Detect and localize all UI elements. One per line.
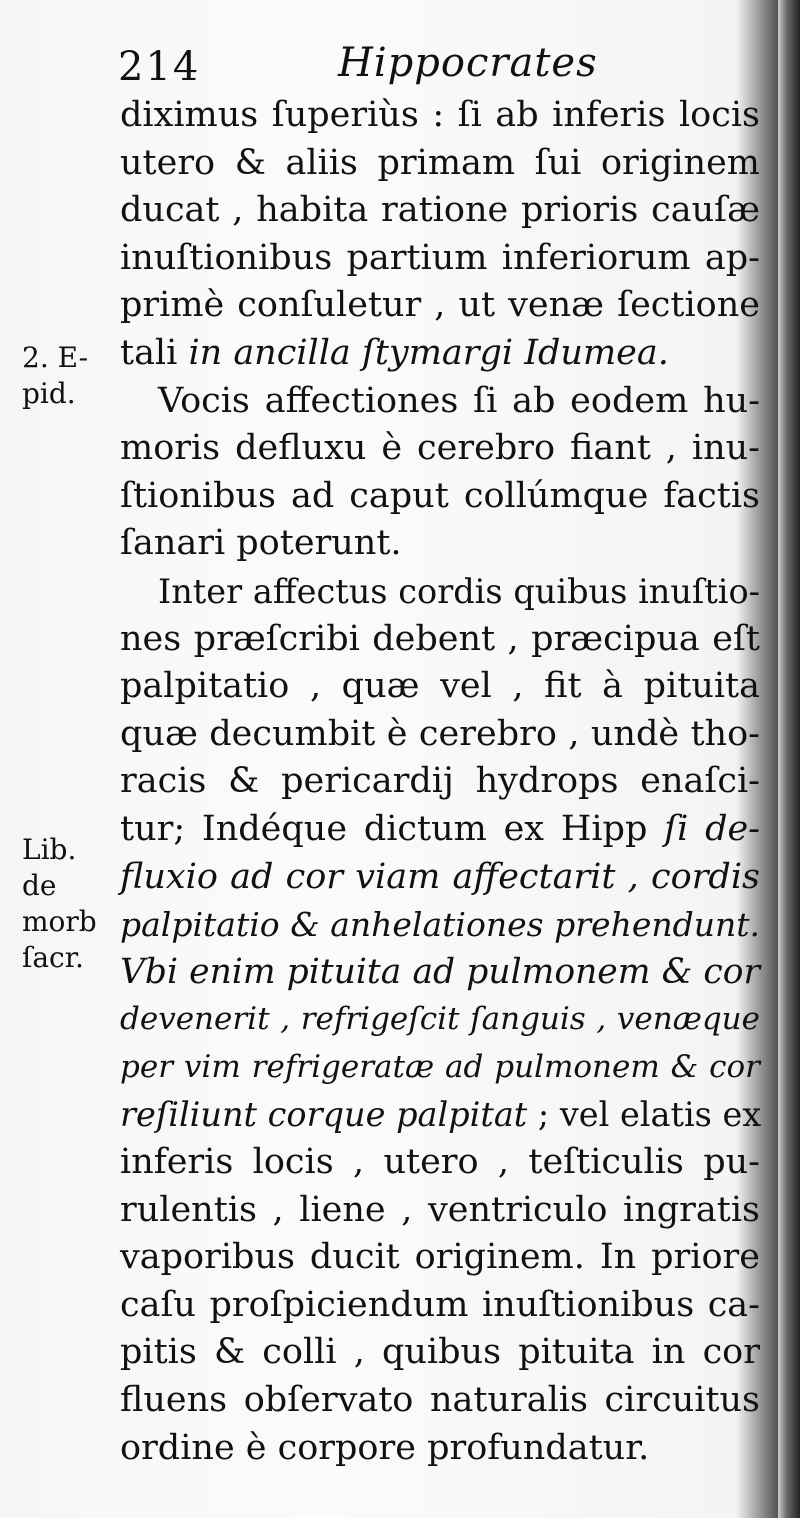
- margin-note-line: de: [22, 869, 57, 902]
- text-line: pitis & colli , quibus pituita in cor: [120, 1332, 760, 1373]
- text-line: [120, 330, 760, 378]
- text-line: moris defluxu è cerebro fiant , inu-: [120, 428, 760, 469]
- quotation-line: per vim refrigeratæ ad pulmonem & cor: [120, 1048, 760, 1085]
- text-line: nes præſcribi debent , præcipua eſt: [120, 618, 760, 659]
- text-line: primè conſuletur , ut venæ ſectione: [120, 285, 760, 326]
- page-edge-shadow: [778, 0, 800, 1518]
- text-line: ducat , habita ratione prioris cauſæ: [120, 190, 760, 231]
- margin-note-line: pid.: [22, 377, 76, 410]
- text-line: [120, 806, 760, 854]
- margin-note-line: 2. E-: [22, 341, 89, 374]
- text-run: tur; Indéque dictum ex Hipp: [120, 808, 665, 849]
- citation-italic: in ancilla ſtymargi Idumea.: [188, 332, 669, 373]
- text-line: diximus ſuperiùs : ſi ab inferis locis: [120, 95, 760, 135]
- text-run: ; vel elatis ex: [527, 1095, 762, 1135]
- text-line: rulentis , liene , ventriculo ingratis: [120, 1189, 760, 1230]
- text-line: utero & aliis primam ſui originem: [120, 142, 760, 183]
- margin-note-epid: [22, 340, 122, 412]
- quotation-line: devenerit , refrigeſcit ſanguis , venæque: [120, 1001, 760, 1038]
- text-line: [120, 1091, 760, 1139]
- quotation-italic: reſiliunt corque palpitat: [120, 1095, 528, 1135]
- text-line: inferis locis , utero , teſticulis pu-: [120, 1142, 760, 1183]
- text-line: vaporibus ducit originem. In priore: [120, 1237, 760, 1278]
- page-number: 214: [118, 44, 201, 90]
- text-line: inuſtionibus partium inferiorum ap-: [120, 237, 760, 278]
- body-text: [120, 92, 760, 1472]
- text-line: ſanari poterunt.: [120, 523, 402, 564]
- text-line: Inter affectus cordis quibus inuſtio-: [158, 571, 760, 611]
- text-line: caſu proſpiciendum inuſtionibus ca-: [120, 1284, 760, 1325]
- quotation-line: fluxio ad cor viam affectarit , cordis: [120, 856, 760, 897]
- text-line: palpitatio , quæ vel , fit à pituita: [120, 666, 760, 707]
- text-line: quæ decumbit è cerebro , undè tho-: [120, 713, 760, 754]
- text-line: Vocis affectiones ſi ab eodem hu-: [158, 380, 760, 421]
- running-head: Hippocrates: [338, 40, 598, 86]
- text-line: ordine è corpore profundatur.: [120, 1427, 650, 1468]
- quotation-line: palpitatio & anhelationes prehendunt.: [120, 905, 760, 945]
- quotation-italic: ſi de-: [664, 808, 761, 849]
- margin-note-lib-de-morb-sacr: [22, 832, 122, 976]
- margin-note-line: Lib.: [22, 833, 77, 866]
- margin-note-line: morb: [22, 905, 97, 938]
- quotation-line: Vbi enim pituita ad pulmonem & cor: [120, 951, 760, 992]
- text-line: ſtionibus ad caput collúmque factis: [120, 475, 760, 516]
- page-header: [118, 40, 758, 90]
- text-line: fluens obſervato naturalis circuitus: [120, 1380, 760, 1421]
- text-run: tali: [120, 332, 189, 373]
- margin-note-line: ſacr.: [22, 941, 84, 974]
- text-line: racis & pericardij hydrops enaſci-: [120, 761, 760, 802]
